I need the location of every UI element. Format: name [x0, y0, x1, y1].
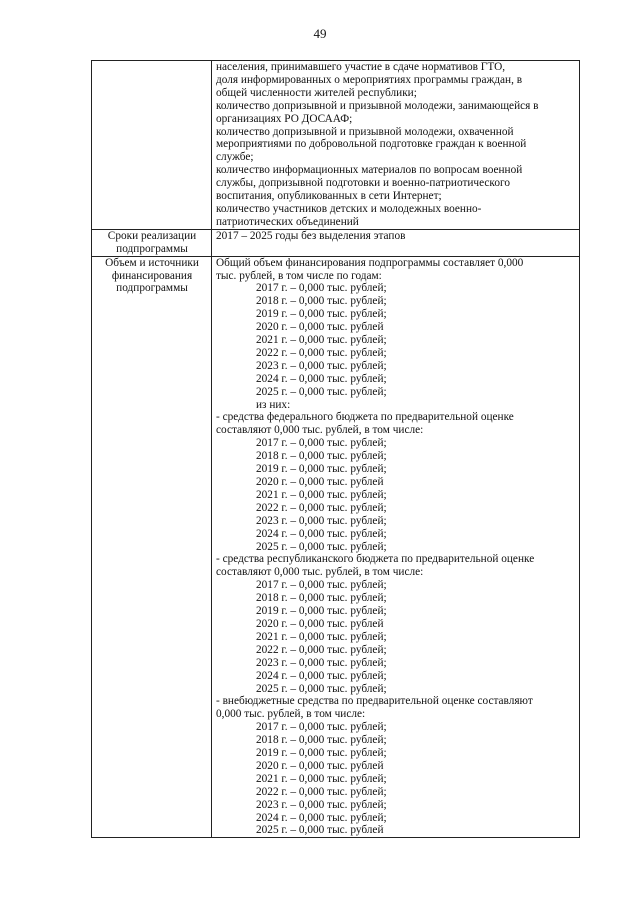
row-label-cell [92, 61, 212, 230]
content-line: доля информированных о мероприятиях программы граждан, в [216, 73, 523, 86]
row-label-line: финансирования [111, 269, 193, 282]
year-amount-line: 2023 г. – 0,000 тыс. рублей; [256, 656, 387, 669]
year-amount-line: 2021 г. – 0,000 тыс. рублей; [256, 334, 387, 347]
content-line: - средства федерального бюджета по предварительной оценке [216, 411, 514, 424]
row-content-cell [212, 229, 580, 256]
row-label-line: Объем и источники [105, 256, 199, 269]
year-amount-line: 2019 г. – 0,000 тыс. рублей; [256, 463, 387, 476]
year-amount-line: 2020 г. – 0,000 тыс. рублей [256, 759, 384, 772]
year-amount-line: 2017 г. – 0,000 тыс. рублей; [256, 579, 387, 592]
year-amount-line: 2022 г. – 0,000 тыс. рублей; [256, 346, 387, 359]
content-line: организациях РО ДОСААФ; [216, 112, 353, 125]
row-label-line: подпрограммы [116, 282, 188, 295]
row-label-cell [92, 229, 212, 256]
year-amount-line: 2024 г. – 0,000 тыс. рублей; [256, 527, 387, 540]
table-row [92, 256, 580, 838]
content-line: мероприятиями по добровольной подготовке граждан к военной [216, 138, 527, 151]
content-line: составляют 0,000 тыс. рублей, в том числе: [216, 566, 424, 579]
table-body [92, 61, 580, 838]
year-amount-line: 2018 г. – 0,000 тыс. рублей; [256, 450, 387, 463]
year-amount-line: 2024 г. – 0,000 тыс. рублей; [256, 811, 387, 824]
year-amount-line: 2018 г. – 0,000 тыс. рублей; [256, 295, 387, 308]
content-line: - средства республиканского бюджета по предварительной оценке [216, 553, 535, 566]
year-amount-line: 2022 г. – 0,000 тыс. рублей; [256, 643, 387, 656]
table-row [92, 229, 580, 256]
content-line: воспитания, опубликованных в сети Интернет; [216, 190, 442, 203]
year-amount-line: 2017 г. – 0,000 тыс. рублей; [256, 437, 387, 450]
year-amount-line: 2018 г. – 0,000 тыс. рублей; [256, 592, 387, 605]
content-line: количество допризывной и призывной молодежи, занимающейся в [216, 99, 539, 112]
passport-table [91, 60, 580, 838]
year-amount-line: 2022 г. – 0,000 тыс. рублей; [256, 501, 387, 514]
content-line: количество допризывной и призывной молодежи, охваченной [216, 125, 514, 138]
content-line: количество участников детских и молодежных военно- [216, 202, 482, 215]
year-amount-line: 2025 г. – 0,000 тыс. рублей; [256, 540, 387, 553]
content-line: службе; [216, 151, 254, 164]
content-line: 0,000 тыс. рублей, в том числе: [216, 708, 366, 721]
year-amount-line: 2018 г. – 0,000 тыс. рублей; [256, 734, 387, 747]
content-line: - внебюджетные средства по предварительной оценке составляют [216, 695, 533, 708]
content-line: службы, допризывной подготовки и военно-патриотического [216, 177, 510, 190]
content-line: патриотических объединений [216, 215, 359, 228]
year-amount-line: 2021 г. – 0,000 тыс. рублей; [256, 488, 387, 501]
year-amount-line: 2019 г. – 0,000 тыс. рублей; [256, 747, 387, 760]
year-amount-line: из них: [256, 398, 291, 411]
year-amount-line: 2024 г. – 0,000 тыс. рублей; [256, 669, 387, 682]
year-amount-line: 2025 г. – 0,000 тыс. рублей; [256, 385, 387, 398]
year-amount-line: 2023 г. – 0,000 тыс. рублей; [256, 359, 387, 372]
row-content-cell [212, 61, 580, 230]
content-line: общей численности жителей республики; [216, 86, 417, 99]
year-amount-line: 2024 г. – 0,000 тыс. рублей; [256, 372, 387, 385]
year-amount-line: 2019 г. – 0,000 тыс. рублей; [256, 308, 387, 321]
row-content-cell [212, 256, 580, 838]
year-amount-line: 2020 г. – 0,000 тыс. рублей [256, 617, 384, 630]
year-amount-line: 2023 г. – 0,000 тыс. рублей; [256, 514, 387, 527]
page-number: 49 [313, 26, 327, 41]
row-label-line: Сроки реализации [107, 229, 197, 242]
content-line: Общий объем финансирования подпрограммы составляет 0,000 [216, 256, 524, 269]
content-line: количество информационных материалов по вопросам военной [216, 164, 523, 177]
year-amount-line: 2021 г. – 0,000 тыс. рублей; [256, 772, 387, 785]
year-amount-line: 2021 г. – 0,000 тыс. рублей; [256, 630, 387, 643]
table-row [92, 61, 580, 230]
row-label-line: подпрограммы [116, 242, 188, 255]
year-amount-line: 2017 г. – 0,000 тыс. рублей; [256, 721, 387, 734]
year-amount-line: 2023 г. – 0,000 тыс. рублей; [256, 798, 387, 811]
row-label-cell [92, 256, 212, 838]
year-amount-line: 2019 г. – 0,000 тыс. рублей; [256, 605, 387, 618]
content-line: населения, принимавшего участие в сдаче нормативов ГТО, [216, 61, 506, 73]
year-amount-line: 2025 г. – 0,000 тыс. рублей; [256, 682, 387, 695]
content-line: тыс. рублей, в том числе по годам: [216, 269, 382, 282]
content-line: составляют 0,000 тыс. рублей, в том числе: [216, 424, 424, 437]
year-amount-line: 2017 г. – 0,000 тыс. рублей; [256, 282, 387, 295]
year-amount-line: 2022 г. – 0,000 тыс. рублей; [256, 785, 387, 798]
year-amount-line: 2025 г. – 0,000 тыс. рублей [256, 824, 384, 837]
content-line: 2017 – 2025 годы без выделения этапов [216, 229, 406, 242]
year-amount-line: 2020 г. – 0,000 тыс. рублей [256, 476, 384, 488]
year-amount-line: 2020 г. – 0,000 тыс. рублей [256, 321, 384, 334]
